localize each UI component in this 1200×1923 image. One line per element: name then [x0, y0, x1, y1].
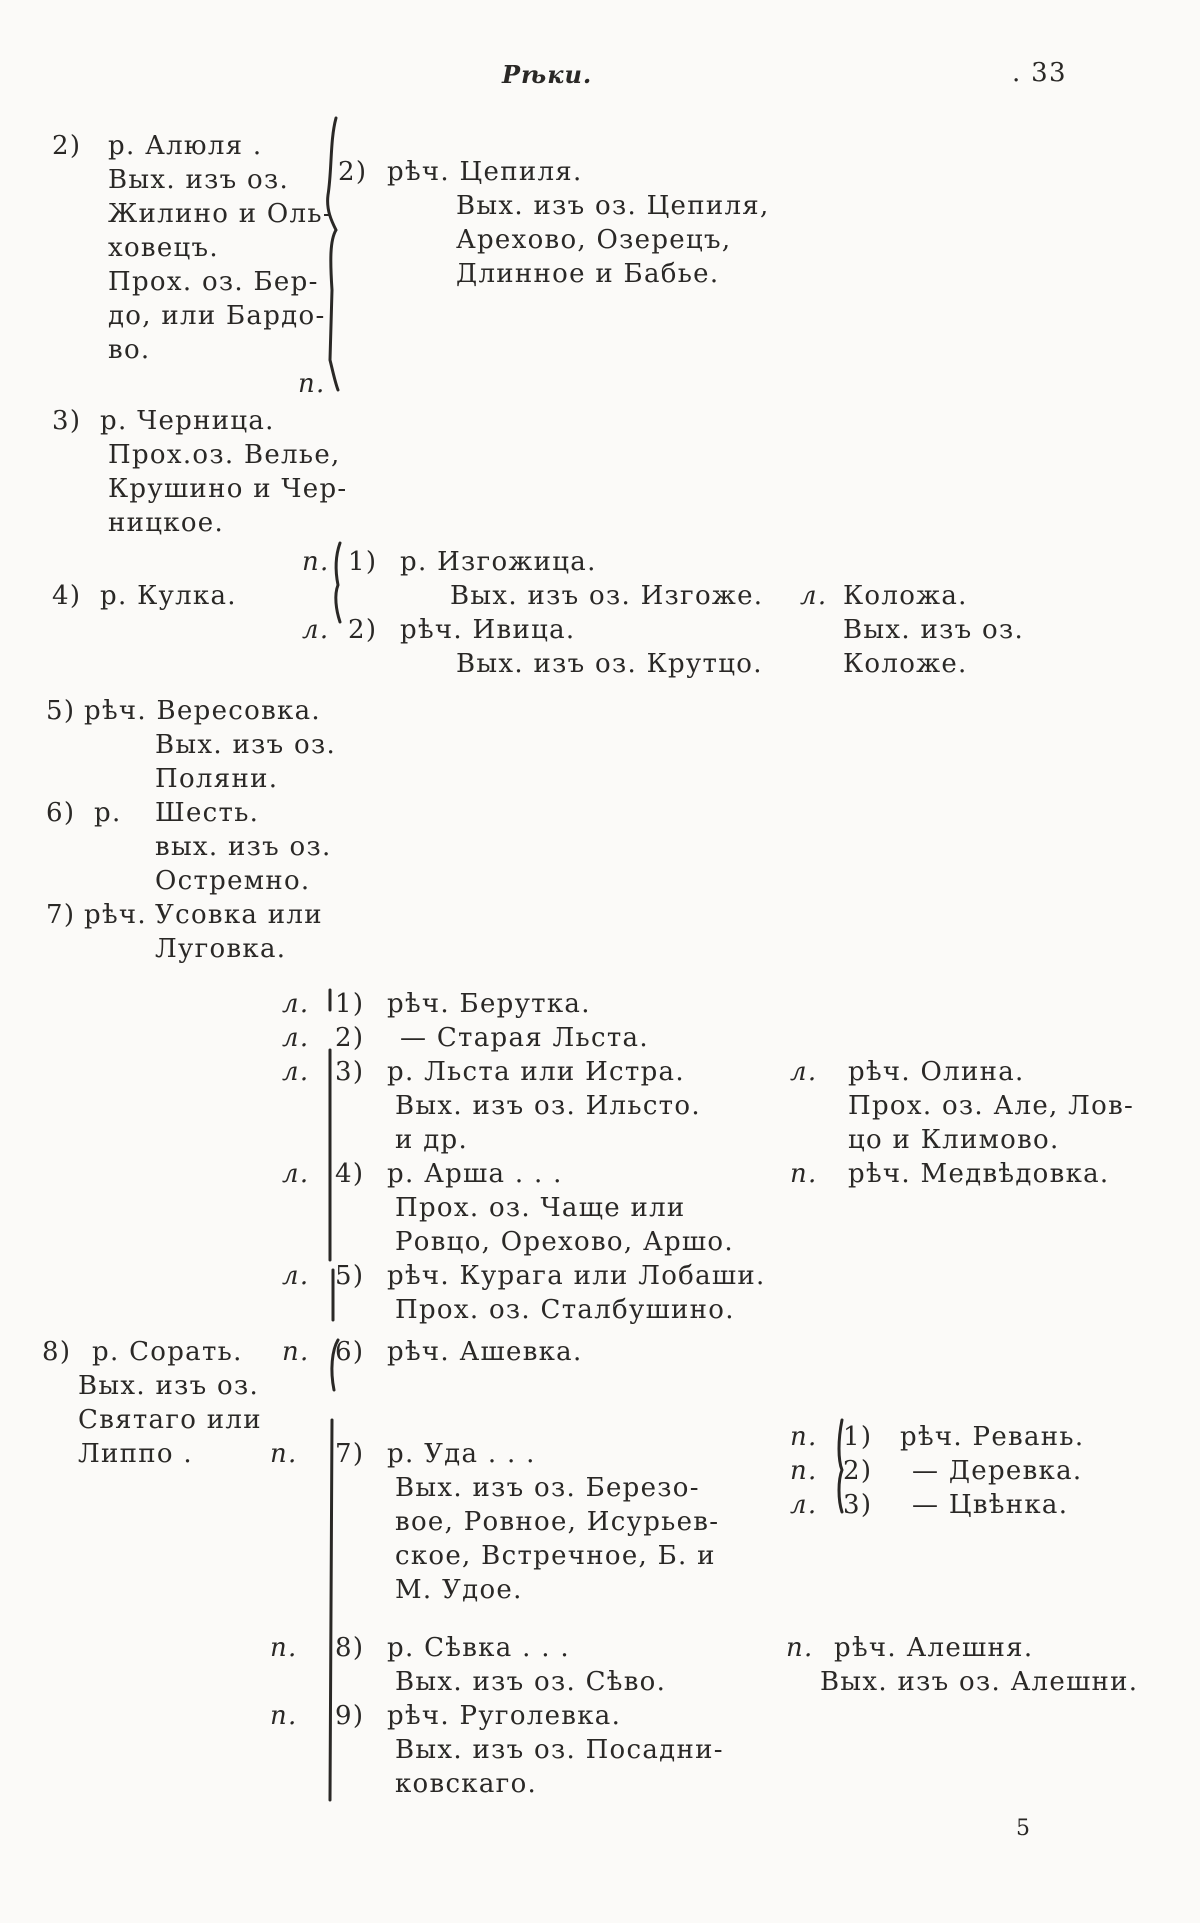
text-line: р. Сорать.: [92, 1337, 243, 1367]
text-line: Вых. изъ оз.: [155, 730, 337, 760]
text-line: Коложа.: [843, 581, 968, 611]
text-line: М. Удое.: [395, 1575, 523, 1605]
text-line: Вых. изъ оз.: [108, 165, 290, 195]
text-line: 6): [46, 798, 76, 828]
text-line: 7): [335, 1439, 365, 1469]
text-line: Вых. изъ оз. Сѣво.: [395, 1667, 667, 1697]
bracket-sorat-main: [330, 1420, 332, 1800]
text-line: Шесть.: [155, 798, 260, 828]
bank-marker: л.: [282, 1023, 310, 1053]
text-line: 7): [46, 900, 76, 930]
text-line: рѣч. Олина.: [848, 1057, 1025, 1087]
bank-marker: п.: [786, 1633, 814, 1663]
text-line: рѣч. Ревань.: [900, 1422, 1085, 1452]
bank-marker: п.: [270, 1439, 298, 1469]
text-line: 5): [46, 696, 76, 726]
text-line: р. Арша . . .: [387, 1159, 563, 1189]
bank-marker: п.: [790, 1456, 818, 1486]
signature-mark: 5: [1016, 1816, 1032, 1841]
text-line: Луговка.: [155, 934, 287, 964]
text-line: 3): [843, 1490, 873, 1520]
text-line: Жилино и Оль-: [108, 199, 333, 229]
bank-marker: п.: [270, 1701, 298, 1731]
text-line: до, или Бардо-: [108, 301, 326, 331]
text-line: Арехово, Озерецъ,: [456, 225, 732, 255]
text-line: Вых. изъ оз. Крутцо.: [456, 649, 763, 679]
text-line: р. Изгожица.: [400, 547, 597, 577]
text-line: Ровцо, Орехово, Аршо.: [395, 1227, 734, 1257]
page-number: . 33: [1012, 58, 1067, 88]
text-line: 6): [335, 1337, 365, 1367]
text-line: ское, Встречное, Б. и: [395, 1541, 716, 1571]
text-line: 1): [335, 989, 365, 1019]
text-line: рѣч. Курага или Лобаши.: [387, 1261, 766, 1291]
text-line: цо и Климово.: [848, 1125, 1060, 1155]
text-line: Вых. изъ оз. Цепиля,: [456, 191, 770, 221]
text-line: Вых. изъ оз. Ильсто.: [395, 1091, 701, 1121]
text-line: вое, Ровное, Исурьев-: [395, 1507, 720, 1537]
text-line: Святаго или: [78, 1405, 262, 1435]
text-line: Вых. изъ оз. Березо-: [395, 1473, 700, 1503]
text-line: 5): [335, 1261, 365, 1291]
bank-marker: п.: [790, 1422, 818, 1452]
text-line: Прох. оз. Чаще или: [395, 1193, 686, 1223]
text-line: рѣч. Вересовка.: [84, 696, 321, 726]
bank-marker: л.: [282, 989, 310, 1019]
text-line: 2): [52, 131, 82, 161]
bank-marker: л.: [800, 581, 828, 611]
brace-aliulia: [328, 118, 338, 390]
text-line: Остремно.: [155, 866, 311, 896]
text-line: Коложе.: [843, 649, 968, 679]
text-line: во.: [108, 335, 151, 365]
text-line: Прох. оз. Але, Лов-: [848, 1091, 1135, 1121]
text-line: Вых. изъ оз. Изгоже.: [450, 581, 764, 611]
brace-uda: [839, 1420, 842, 1512]
text-line: Прох. оз. Бер-: [108, 267, 319, 297]
text-line: Прох.оз. Велье,: [108, 440, 341, 470]
text-line: Вых. изъ оз.: [78, 1371, 260, 1401]
text-line: рѣч. Ашевка.: [387, 1337, 583, 1367]
text-line: вых. изъ оз.: [155, 832, 332, 862]
text-line: — Цвѣнка.: [912, 1490, 1069, 1520]
text-line: р. Кулка.: [100, 581, 237, 611]
text-line: р. Льста или Истра.: [387, 1057, 685, 1087]
bank-marker: л.: [790, 1490, 818, 1520]
text-line: — Старая Льста.: [400, 1023, 649, 1053]
bank-marker: л.: [282, 1057, 310, 1087]
text-line: Крушино и Чер-: [108, 474, 348, 504]
bank-marker: л.: [790, 1057, 818, 1087]
text-line: Вых. изъ оз.: [843, 615, 1025, 645]
text-line: рѣч. Ивица.: [400, 615, 576, 645]
text-line: 3): [52, 406, 82, 436]
text-line: Поляни.: [155, 764, 279, 794]
text-line: р.: [94, 798, 122, 828]
text-line: ховецъ.: [108, 233, 219, 263]
text-line: р. Уда . . .: [387, 1439, 536, 1469]
bank-marker: л.: [282, 1261, 310, 1291]
bank-marker: п.: [270, 1633, 298, 1663]
text-line: и др.: [395, 1125, 469, 1155]
text-line: Вых. изъ оз. Алешни.: [820, 1667, 1139, 1697]
text-line: ковскаго.: [395, 1769, 538, 1799]
bank-marker: л.: [282, 1159, 310, 1189]
bank-marker: п.: [302, 547, 330, 577]
text-line: 2): [335, 1023, 365, 1053]
page-header-title: Рѣки.: [502, 60, 593, 89]
text-line: — Деревка.: [912, 1456, 1083, 1486]
bank-marker: л.: [302, 615, 330, 645]
text-line: рѣч. Руголевка.: [387, 1701, 622, 1731]
bank-marker: п.: [282, 1337, 310, 1367]
text-line: Прох. оз. Сталбушино.: [395, 1295, 735, 1325]
text-line: рѣч.: [84, 900, 147, 930]
text-line: р. Алюля .: [108, 131, 263, 161]
text-line: 2): [348, 615, 378, 645]
text-line: 1): [843, 1422, 873, 1452]
text-line: р. Черница.: [100, 406, 275, 436]
text-line: ницкое.: [108, 508, 225, 538]
text-line: рѣч. Медвѣдовка.: [848, 1159, 1110, 1189]
text-line: 4): [52, 581, 82, 611]
text-line: 4): [335, 1159, 365, 1189]
brace-kulka: [336, 543, 340, 622]
bank-marker: п.: [790, 1159, 818, 1189]
text-line: Усовка или: [155, 900, 323, 930]
text-line: 9): [335, 1701, 365, 1731]
text-line: 2): [843, 1456, 873, 1486]
text-line: рѣч. Берутка.: [387, 989, 591, 1019]
text-line: Вых. изъ оз. Посадни-: [395, 1735, 724, 1765]
text-line: 2): [338, 157, 368, 187]
text-line: Липпо .: [78, 1439, 193, 1469]
text-line: рѣч. Алешня.: [834, 1633, 1034, 1663]
text-line: 8): [42, 1337, 72, 1367]
text-line: Длинное и Бабье.: [456, 259, 720, 289]
text-line: 8): [335, 1633, 365, 1663]
text-line: рѣч. Цепиля.: [387, 157, 583, 187]
text-line: р. Сѣвка . . .: [387, 1633, 570, 1663]
text-line: 1): [348, 547, 378, 577]
bank-marker: п.: [298, 369, 326, 399]
text-line: 3): [335, 1057, 365, 1087]
